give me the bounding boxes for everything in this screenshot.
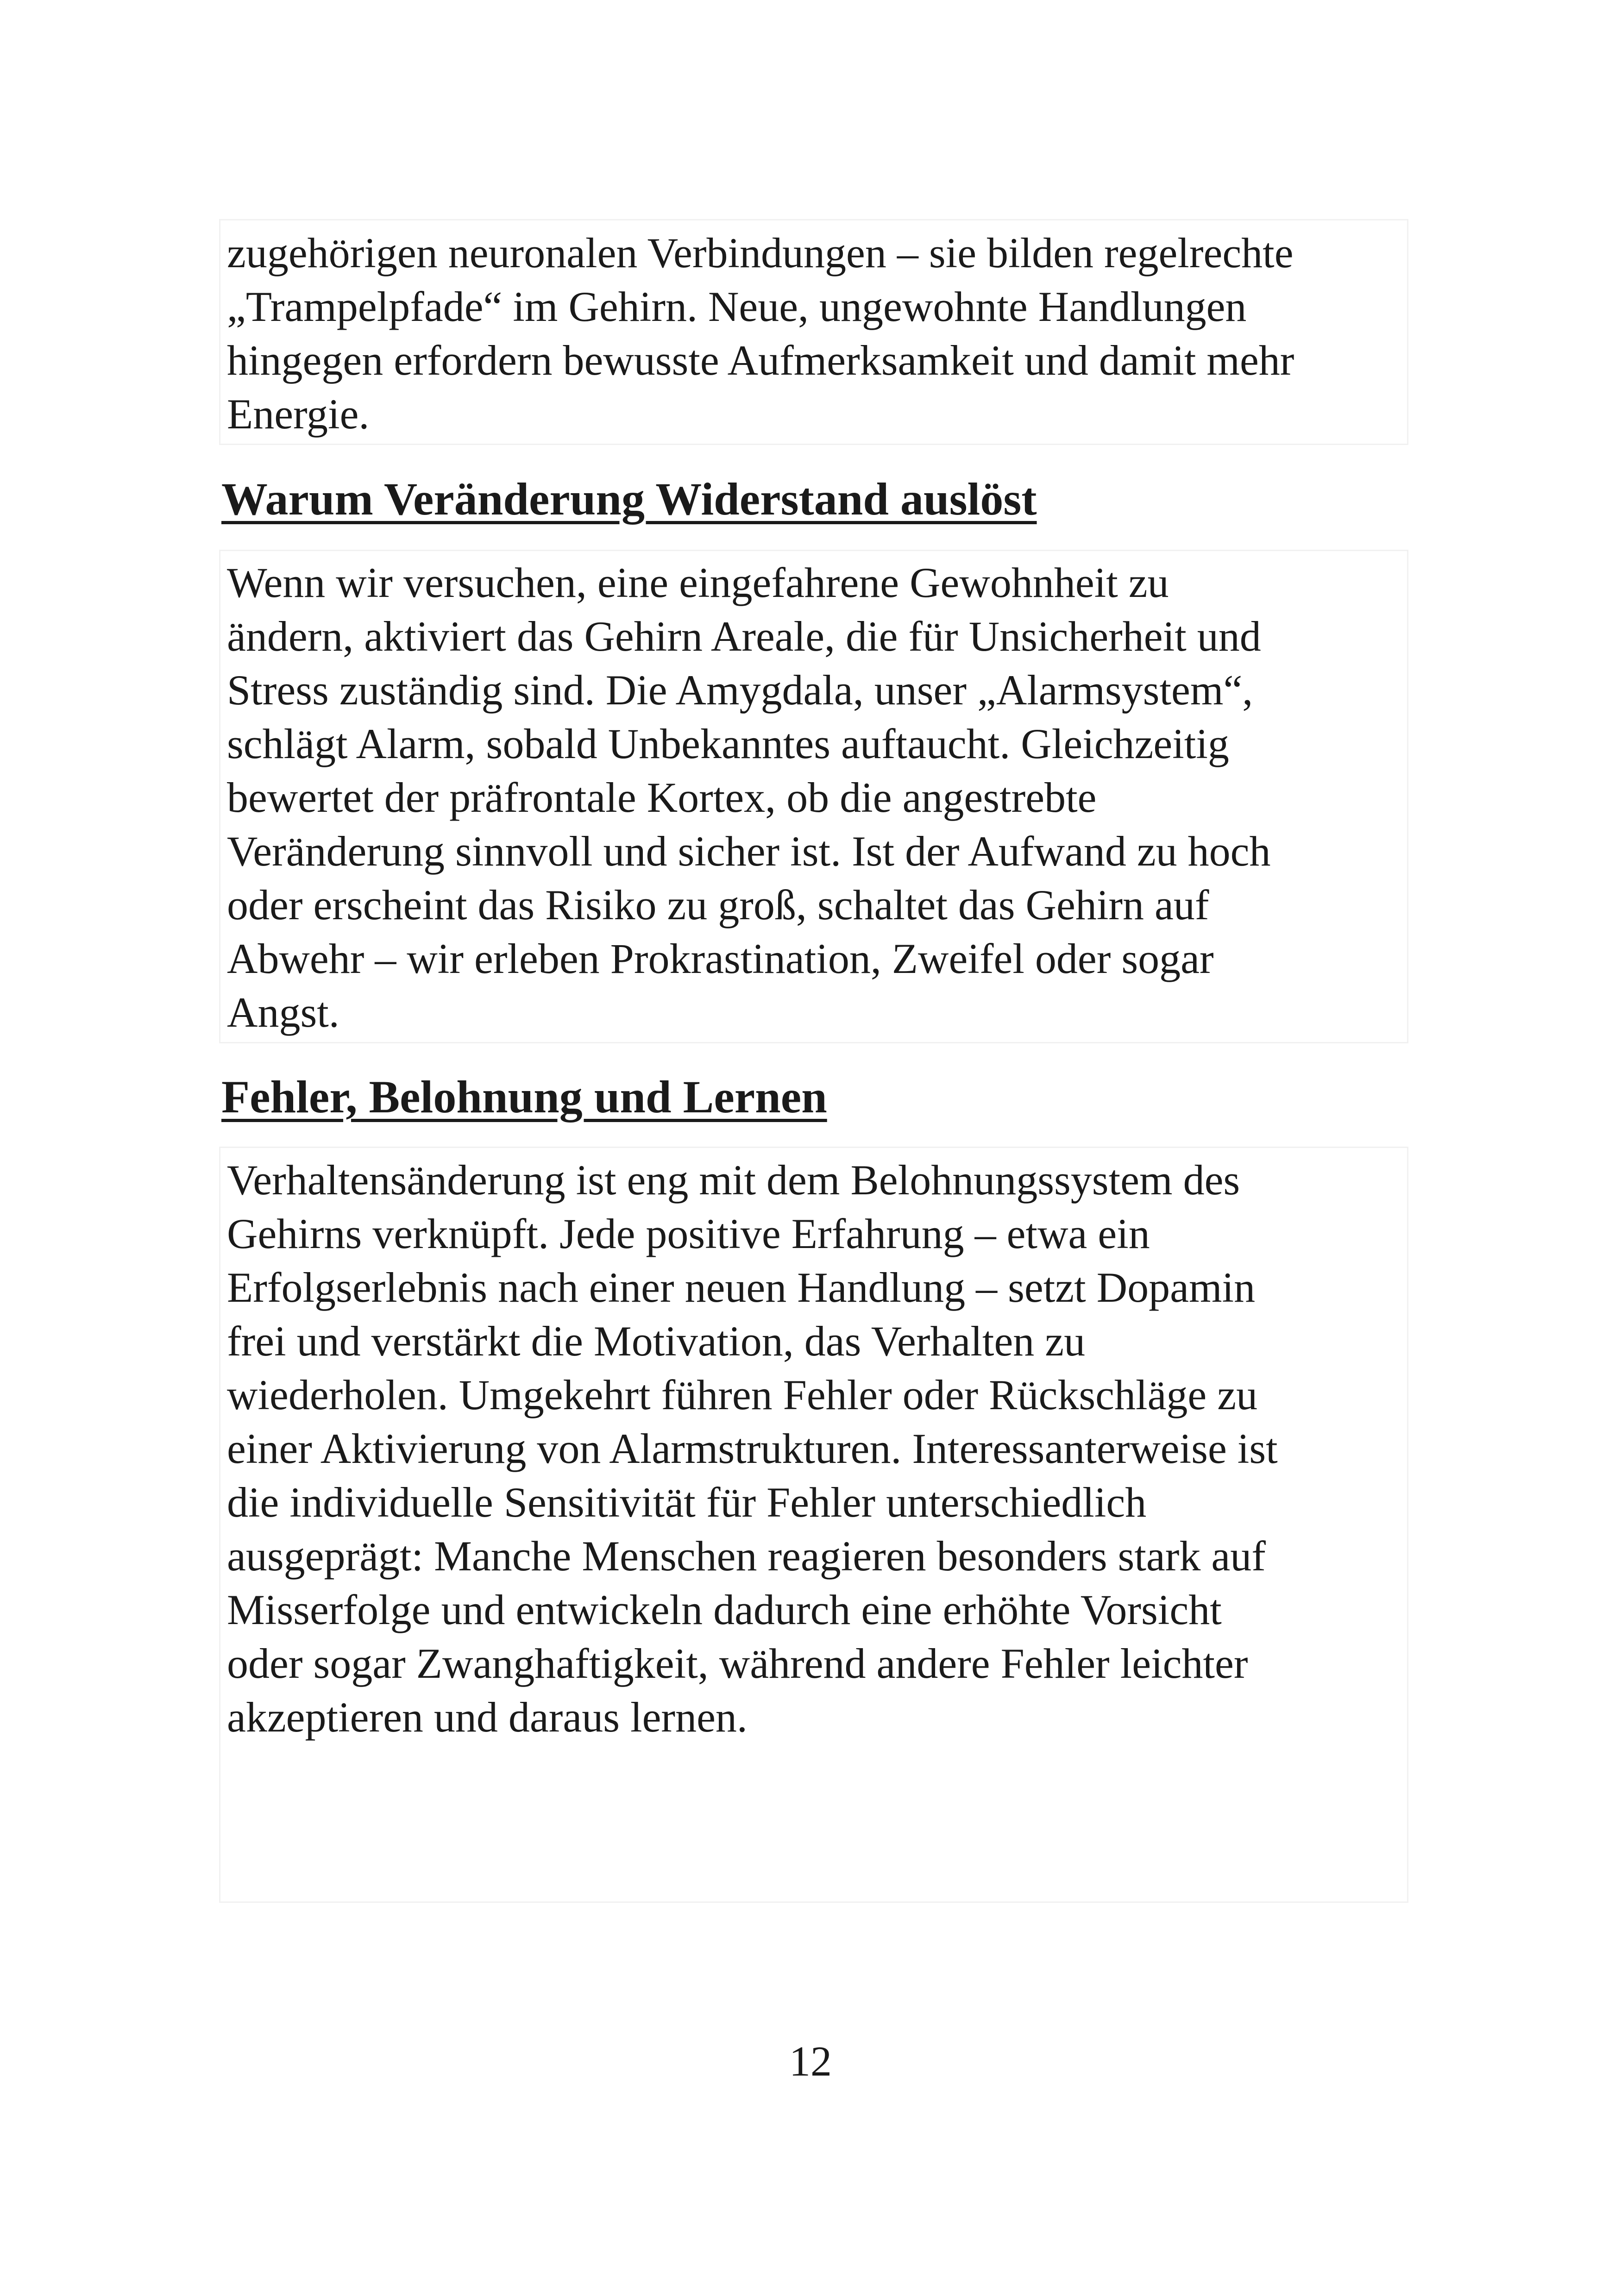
- paragraph: Verhaltensänderung ist eng mit dem Belohnungssystem des Gehirns verknüpft. Jede positive Erfahrung – etwa ein Erfolgserlebnis nach einer neuen Handlung – setzt Dopamin frei und verstärkt die Motivation, das Verhalten zu wiederholen. Umgekehrt führen Fehler oder Rückschläge zu einer Aktivierung von Alarmstrukturen. Interessanterweise ist die individuelle Sensitivität für Fehler unterschiedlich ausgeprägt: Manche Menschen reagieren besonders stark auf Misserfolge und entwickeln dadurch eine erhöhte Vorsicht oder sogar Zwanghaftigkeit, während andere Fehler leichter akzeptieren und daraus lernen.: [227, 1156, 1278, 1741]
- page-number: 12: [789, 2038, 832, 2085]
- section-heading: Warum Veränderung Widerstand auslöst: [221, 473, 1037, 525]
- paragraph: zugehörigen neuronalen Verbindungen – sie bilden regelrechte „Trampelpfade“ im Gehirn. Neue, ungewohnte Handlungen hingegen erfordern bewusste Aufmerksamkeit und damit mehr Energie.: [227, 229, 1294, 438]
- paragraph: Wenn wir versuchen, eine eingefahrene Gewohnheit zu ändern, aktiviert das Gehirn Areale, die für Unsicherheit und Stress zuständig sind. Die Amygdala, unser „Alarmsystem“, schlägt Alarm, sobald Unbekanntes auftaucht. Gleichzeitig bewertet der präfrontale Kortex, ob die angestrebte Veränderung sinnvoll und sicher ist. Ist der Aufwand zu hoch oder erscheint das Risiko zu groß, schaltet das Gehirn auf Abwehr – wir erleben Prokrastination, Zweifel oder sogar Angst.: [227, 559, 1271, 1036]
- section-heading: Fehler, Belohnung und Lernen: [221, 1071, 827, 1123]
